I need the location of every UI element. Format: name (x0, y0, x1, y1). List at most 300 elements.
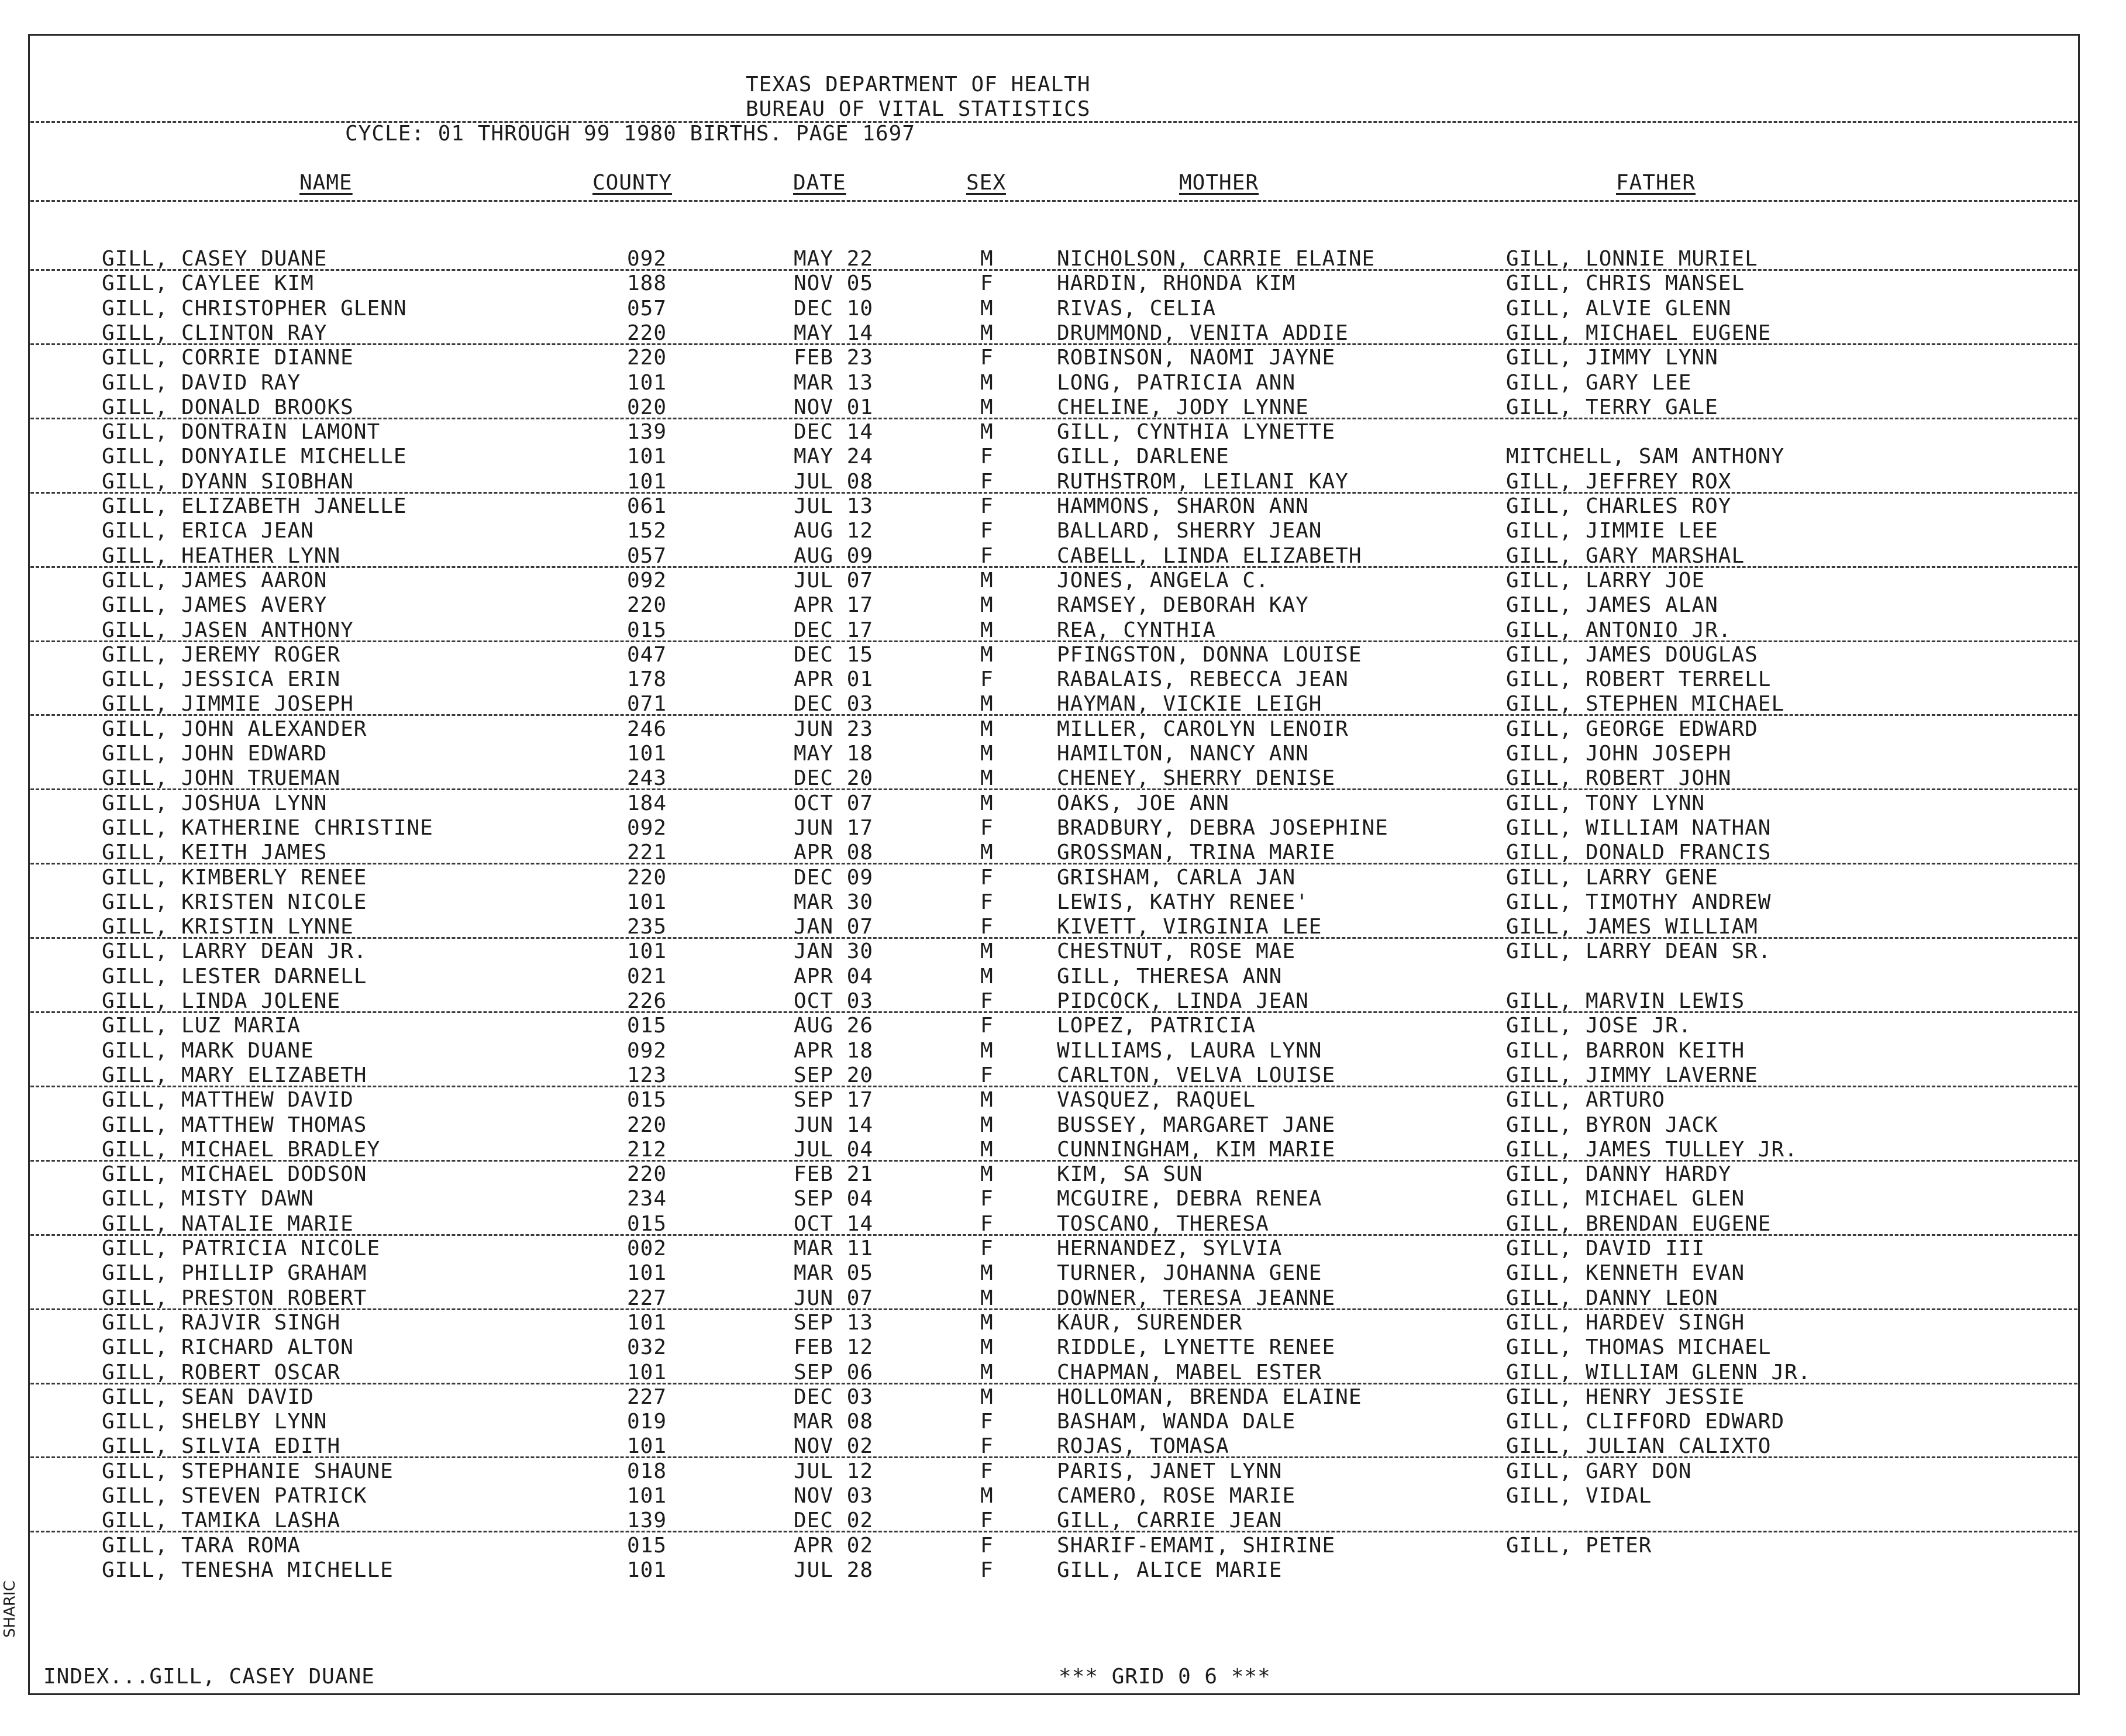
cell-mother: GILL, CYNTHIA LYNETTE (1057, 420, 1336, 444)
cell-father: GILL, LONNIE MURIEL (1506, 247, 1758, 271)
cell-date: APR 08 (794, 841, 874, 864)
cell-mother: KAUR, SURENDER (1057, 1311, 1243, 1335)
cell-date: DEC 09 (794, 866, 874, 890)
cell-mother: RIVAS, CELIA (1057, 297, 1217, 321)
cell-mother: VASQUEZ, RAQUEL (1057, 1088, 1256, 1112)
cell-father: GILL, WILLIAM NATHAN (1506, 816, 1772, 840)
table-row (0, 1236, 2126, 1261)
cell-sex: M (980, 1385, 994, 1409)
table-row (0, 890, 2126, 915)
cell-mother: KIVETT, VIRGINIA LEE (1057, 915, 1322, 939)
cell-sex: F (980, 866, 994, 890)
cell-name: GILL, NATALIE MARIE (102, 1212, 354, 1236)
cell-name: GILL, LINDA JOLENE (102, 989, 341, 1013)
table-row (0, 742, 2126, 766)
cell-date: FEB 12 (794, 1335, 874, 1359)
cell-name: GILL, CHRISTOPHER GLENN (102, 297, 407, 321)
table-row (0, 915, 2126, 939)
cell-mother: PARIS, JANET LYNN (1057, 1459, 1283, 1483)
table-row (0, 1113, 2126, 1138)
cell-sex: F (980, 445, 994, 469)
cell-name: GILL, JEREMY ROGER (102, 643, 341, 667)
table-row (0, 1187, 2126, 1211)
cell-sex: F (980, 989, 994, 1013)
cell-father: GILL, GARY LEE (1506, 371, 1692, 395)
cell-father: GILL, JAMES ALAN (1506, 593, 1718, 617)
cell-county: 220 (627, 321, 667, 345)
cell-mother: GRISHAM, CARLA JAN (1057, 866, 1296, 890)
cell-father: GILL, CHARLES ROY (1506, 494, 1732, 518)
cell-county: 227 (627, 1385, 667, 1409)
cell-county: 220 (627, 593, 667, 617)
cell-sex: M (980, 618, 994, 642)
cell-father: GILL, JOHN JOSEPH (1506, 742, 1732, 766)
table-row (0, 519, 2126, 543)
cell-sex: M (980, 395, 994, 419)
cell-date: JUL 04 (794, 1138, 874, 1162)
table-row (0, 1039, 2126, 1063)
table-row (0, 1014, 2126, 1038)
cell-sex: F (980, 519, 994, 543)
cell-county: 184 (627, 791, 667, 815)
cell-father: GILL, MICHAEL GLEN (1506, 1187, 1745, 1211)
cell-date: DEC 17 (794, 618, 874, 642)
cell-sex: F (980, 1187, 994, 1211)
cell-sex: F (980, 1459, 994, 1483)
cell-name: GILL, PATRICIA NICOLE (102, 1236, 381, 1260)
cell-county: 226 (627, 989, 667, 1013)
cell-mother: DRUMMOND, VENITA ADDIE (1057, 321, 1349, 345)
column-header-county: COUNTY (592, 171, 673, 195)
cell-father: GILL, STEPHEN MICHAEL (1506, 692, 1785, 716)
cell-father: GILL, DANNY LEON (1506, 1286, 1718, 1310)
cell-county: 015 (627, 1014, 667, 1038)
cell-county: 057 (627, 544, 667, 568)
row-group-divider (30, 1383, 2077, 1384)
cell-sex: M (980, 692, 994, 716)
cell-sex: M (980, 1138, 994, 1162)
cell-county: 139 (627, 420, 667, 444)
cell-county: 101 (627, 1360, 667, 1384)
cell-date: MAR 30 (794, 890, 874, 914)
cell-sex: M (980, 321, 994, 345)
cell-county: 235 (627, 915, 667, 939)
cell-father: GILL, ROBERT TERRELL (1506, 667, 1772, 691)
row-group-divider (30, 1456, 2077, 1458)
cell-sex: F (980, 1014, 994, 1038)
cell-mother: HOLLOMAN, BRENDA ELAINE (1057, 1385, 1362, 1409)
cell-sex: M (980, 717, 994, 741)
cell-date: MAR 11 (794, 1236, 874, 1260)
cell-date: MAY 14 (794, 321, 874, 345)
cell-father: GILL, JOSE JR. (1506, 1014, 1692, 1038)
cell-sex: F (980, 1410, 994, 1434)
cell-mother: RIDDLE, LYNETTE RENEE (1057, 1335, 1336, 1359)
cell-date: APR 17 (794, 593, 874, 617)
cell-mother: TOSCANO, THERESA (1057, 1212, 1269, 1236)
cell-sex: M (980, 766, 994, 790)
cell-county: 220 (627, 1113, 667, 1137)
table-row (0, 816, 2126, 841)
row-group-divider (30, 269, 2077, 271)
cell-sex: F (980, 1558, 994, 1582)
row-group-divider (30, 1011, 2077, 1013)
cell-county: 101 (627, 1311, 667, 1335)
cell-name: GILL, SEAN DAVID (102, 1385, 314, 1409)
column-header-father: FATHER (1616, 171, 1696, 195)
cell-sex: M (980, 1360, 994, 1384)
cell-mother: PIDCOCK, LINDA JEAN (1057, 989, 1309, 1013)
table-row (0, 1063, 2126, 1088)
table-row (0, 643, 2126, 667)
cell-mother: CUNNINGHAM, KIM MARIE (1057, 1138, 1336, 1162)
cell-county: 220 (627, 866, 667, 890)
cell-mother: GROSSMAN, TRINA MARIE (1057, 841, 1336, 864)
cell-sex: M (980, 371, 994, 395)
cell-mother: CHENEY, SHERRY DENISE (1057, 766, 1336, 790)
cell-sex: F (980, 816, 994, 840)
cell-father: GILL, JEFFREY ROX (1506, 470, 1732, 494)
cell-county: 020 (627, 395, 667, 419)
table-row (0, 1508, 2126, 1533)
cell-name: GILL, JAMES AVERY (102, 593, 328, 617)
table-row (0, 544, 2126, 569)
cell-date: FEB 23 (794, 346, 874, 370)
table-row (0, 667, 2126, 692)
cell-date: MAR 13 (794, 371, 874, 395)
cell-name: GILL, DYANN SIOBHAN (102, 470, 354, 494)
column-header-name: NAME (299, 171, 353, 195)
cell-date: APR 04 (794, 965, 874, 988)
cell-county: 139 (627, 1508, 667, 1532)
cell-mother: LONG, PATRICIA ANN (1057, 371, 1296, 395)
cell-date: DEC 03 (794, 692, 874, 716)
cell-name: GILL, JAMES AARON (102, 569, 328, 593)
cell-sex: M (980, 742, 994, 766)
cell-date: DEC 10 (794, 297, 874, 321)
cell-mother: CHELINE, JODY LYNNE (1057, 395, 1309, 419)
cell-name: GILL, CASEY DUANE (102, 247, 328, 271)
cell-county: 212 (627, 1138, 667, 1162)
cell-father: GILL, JAMES DOUGLAS (1506, 643, 1758, 667)
cell-county: 101 (627, 939, 667, 963)
cell-name: GILL, KATHERINE CHRISTINE (102, 816, 433, 840)
cell-date: APR 02 (794, 1534, 874, 1558)
cell-sex: M (980, 569, 994, 593)
cell-father: GILL, CLIFFORD EDWARD (1506, 1410, 1785, 1434)
table-row (0, 321, 2126, 346)
cell-mother: REA, CYNTHIA (1057, 618, 1217, 642)
table-row (0, 395, 2126, 420)
cell-name: GILL, DONALD BROOKS (102, 395, 354, 419)
cell-mother: TURNER, JOHANNA GENE (1057, 1261, 1322, 1285)
cell-name: GILL, JOHN ALEXANDER (102, 717, 367, 741)
cell-sex: F (980, 1063, 994, 1087)
table-row (0, 346, 2126, 370)
cell-mother: GILL, THERESA ANN (1057, 965, 1283, 988)
cell-mother: OAKS, JOE ANN (1057, 791, 1229, 815)
cell-sex: M (980, 1484, 994, 1508)
cell-county: 221 (627, 841, 667, 864)
cell-county: 220 (627, 346, 667, 370)
cell-county: 101 (627, 1261, 667, 1285)
cell-county: 101 (627, 371, 667, 395)
cell-county: 092 (627, 247, 667, 271)
cell-name: GILL, RICHARD ALTON (102, 1335, 354, 1359)
cell-sex: F (980, 346, 994, 370)
cell-county: 057 (627, 297, 667, 321)
footer-index: INDEX...GILL, CASEY DUANE (43, 1665, 375, 1689)
cell-sex: F (980, 1534, 994, 1558)
cell-name: GILL, JIMMIE JOSEPH (102, 692, 354, 716)
cell-mother: RAMSEY, DEBORAH KAY (1057, 593, 1309, 617)
cell-date: JUN 07 (794, 1286, 874, 1310)
cell-father: GILL, GEORGE EDWARD (1506, 717, 1758, 741)
cell-date: JUL 28 (794, 1558, 874, 1582)
cell-date: APR 18 (794, 1039, 874, 1063)
cell-sex: F (980, 667, 994, 691)
cell-mother: MILLER, CAROLYN LENOIR (1057, 717, 1349, 741)
table-row (0, 494, 2126, 519)
row-group-divider (30, 492, 2077, 494)
cell-date: JUN 14 (794, 1113, 874, 1137)
row-group-divider (30, 1308, 2077, 1310)
cell-mother: HARDIN, RHONDA KIM (1057, 271, 1296, 295)
table-row (0, 766, 2126, 791)
cell-name: GILL, JASEN ANTHONY (102, 618, 354, 642)
table-row (0, 593, 2126, 618)
cell-name: GILL, MATTHEW DAVID (102, 1088, 354, 1112)
cell-father: GILL, LARRY DEAN SR. (1506, 939, 1772, 963)
cell-name: GILL, MICHAEL BRADLEY (102, 1138, 381, 1162)
cell-mother: HAMMONS, SHARON ANN (1057, 494, 1309, 518)
cell-county: 092 (627, 816, 667, 840)
cell-name: GILL, TENESHA MICHELLE (102, 1558, 394, 1582)
cell-mother: SHARIF-EMAMI, SHIRINE (1057, 1534, 1336, 1558)
cell-sex: M (980, 1088, 994, 1112)
row-group-divider (30, 863, 2077, 864)
cell-date: MAY 24 (794, 445, 874, 469)
cell-name: GILL, DONTRAIN LAMONT (102, 420, 381, 444)
cell-name: GILL, DONYAILE MICHELLE (102, 445, 407, 469)
cell-father: GILL, PETER (1506, 1534, 1652, 1558)
cell-sex: M (980, 247, 994, 271)
cell-date: NOV 02 (794, 1434, 874, 1458)
cell-date: JUL 08 (794, 470, 874, 494)
column-header-sex: SEX (966, 171, 1007, 195)
cell-sex: F (980, 544, 994, 568)
table-row (0, 1212, 2126, 1236)
table-row (0, 371, 2126, 395)
cell-county: 092 (627, 1039, 667, 1063)
cell-sex: F (980, 1434, 994, 1458)
cell-county: 018 (627, 1459, 667, 1483)
row-group-divider (30, 937, 2077, 939)
cell-mother: CHESTNUT, ROSE MAE (1057, 939, 1296, 963)
table-row (0, 1162, 2126, 1187)
cell-date: JUL 07 (794, 569, 874, 593)
table-row (0, 1385, 2126, 1410)
cell-sex: M (980, 939, 994, 963)
cell-county: 015 (627, 1534, 667, 1558)
cell-date: JUL 12 (794, 1459, 874, 1483)
table-row (0, 470, 2126, 494)
cell-mother: HERNANDEZ, SYLVIA (1057, 1236, 1283, 1260)
cell-date: JAN 07 (794, 915, 874, 939)
column-header-mother: MOTHER (1179, 171, 1259, 195)
cell-name: GILL, MARK DUANE (102, 1039, 314, 1063)
table-row (0, 445, 2126, 469)
table-row (0, 1261, 2126, 1286)
cell-name: GILL, STEPHANIE SHAUNE (102, 1459, 394, 1483)
cell-sex: F (980, 271, 994, 295)
cell-father: GILL, BRENDAN EUGENE (1506, 1212, 1772, 1236)
row-group-divider (30, 1086, 2077, 1087)
cell-father: GILL, LARRY JOE (1506, 569, 1705, 593)
header-line-1: TEXAS DEPARTMENT OF HEALTH (746, 73, 1091, 97)
cell-father: GILL, BYRON JACK (1506, 1113, 1718, 1137)
cell-county: 047 (627, 643, 667, 667)
cell-name: GILL, LARRY DEAN JR. (102, 939, 367, 963)
cell-name: GILL, ROBERT OSCAR (102, 1360, 341, 1384)
cell-date: AUG 26 (794, 1014, 874, 1038)
cell-father: GILL, JAMES WILLIAM (1506, 915, 1758, 939)
cell-date: MAR 05 (794, 1261, 874, 1285)
cell-name: GILL, LUZ MARIA (102, 1014, 301, 1038)
cell-mother: BALLARD, SHERRY JEAN (1057, 519, 1322, 543)
cell-mother: CARLTON, VELVA LOUISE (1057, 1063, 1336, 1087)
cell-mother: HAYMAN, VICKIE LEIGH (1057, 692, 1322, 716)
cell-name: GILL, KIMBERLY RENEE (102, 866, 367, 890)
table-row (0, 297, 2126, 321)
cell-name: GILL, KEITH JAMES (102, 841, 328, 864)
table-row (0, 866, 2126, 890)
cell-date: MAR 08 (794, 1410, 874, 1434)
cell-date: SEP 04 (794, 1187, 874, 1211)
cell-county: 032 (627, 1335, 667, 1359)
cell-name: GILL, MARY ELIZABETH (102, 1063, 367, 1087)
cell-father: GILL, JAMES TULLEY JR. (1506, 1138, 1798, 1162)
cell-county: 021 (627, 965, 667, 988)
cell-date: DEC 02 (794, 1508, 874, 1532)
cell-mother: LOPEZ, PATRICIA (1057, 1014, 1256, 1038)
cell-county: 234 (627, 1187, 667, 1211)
cell-county: 002 (627, 1236, 667, 1260)
cell-county: 101 (627, 1434, 667, 1458)
cell-date: FEB 21 (794, 1162, 874, 1186)
cell-date: JUL 13 (794, 494, 874, 518)
cell-father: GILL, MICHAEL EUGENE (1506, 321, 1772, 345)
cell-county: 092 (627, 569, 667, 593)
cell-name: GILL, HEATHER LYNN (102, 544, 341, 568)
cell-county: 101 (627, 445, 667, 469)
cell-county: 123 (627, 1063, 667, 1087)
cell-name: GILL, ERICA JEAN (102, 519, 314, 543)
cell-father: MITCHELL, SAM ANTHONY (1506, 445, 1785, 469)
cell-sex: F (980, 1508, 994, 1532)
cell-date: SEP 20 (794, 1063, 874, 1087)
cell-county: 101 (627, 1558, 667, 1582)
cell-date: NOV 01 (794, 395, 874, 419)
cell-county: 101 (627, 470, 667, 494)
cell-mother: GILL, DARLENE (1057, 445, 1229, 469)
cell-mother: ROJAS, TOMASA (1057, 1434, 1229, 1458)
cell-sex: M (980, 1113, 994, 1137)
cell-mother: KIM, SA SUN (1057, 1162, 1203, 1186)
table-row (0, 271, 2126, 296)
cell-county: 101 (627, 742, 667, 766)
table-row (0, 1088, 2126, 1112)
cell-county: 227 (627, 1286, 667, 1310)
cell-name: GILL, JOSHUA LYNN (102, 791, 328, 815)
row-group-divider (30, 343, 2077, 345)
cell-father: GILL, HENRY JESSIE (1506, 1385, 1745, 1409)
cell-name: GILL, CAYLEE KIM (102, 271, 314, 295)
table-row (0, 1311, 2126, 1335)
cell-date: DEC 20 (794, 766, 874, 790)
cell-name: GILL, CORRIE DIANNE (102, 346, 354, 370)
cell-mother: BASHAM, WANDA DALE (1057, 1410, 1296, 1434)
cell-county: 243 (627, 766, 667, 790)
cell-father: GILL, ARTURO (1506, 1088, 1666, 1112)
cell-father: GILL, DANNY HARDY (1506, 1162, 1732, 1186)
cell-county: 101 (627, 1484, 667, 1508)
cell-name: GILL, MATTHEW THOMAS (102, 1113, 367, 1137)
cell-sex: M (980, 420, 994, 444)
cell-county: 188 (627, 271, 667, 295)
table-row (0, 1484, 2126, 1508)
cell-father: GILL, KENNETH EVAN (1506, 1261, 1745, 1285)
cell-county: 015 (627, 618, 667, 642)
row-group-divider (30, 788, 2077, 790)
cell-father: GILL, ALVIE GLENN (1506, 297, 1732, 321)
cell-mother: BRADBURY, DEBRA JOSEPHINE (1057, 816, 1388, 840)
cell-name: GILL, TARA ROMA (102, 1534, 301, 1558)
cell-county: 061 (627, 494, 667, 518)
table-row (0, 1558, 2126, 1583)
row-group-divider (30, 566, 2077, 568)
table-row (0, 1335, 2126, 1360)
cell-date: JUN 23 (794, 717, 874, 741)
row-group-divider (30, 1531, 2077, 1532)
cell-name: GILL, PRESTON ROBERT (102, 1286, 367, 1310)
cell-date: NOV 03 (794, 1484, 874, 1508)
table-row (0, 1138, 2126, 1162)
cell-father: GILL, GARY MARSHAL (1506, 544, 1745, 568)
cell-father: GILL, JIMMY LYNN (1506, 346, 1718, 370)
cell-name: GILL, KRISTIN LYNNE (102, 915, 354, 939)
cell-father: GILL, MARVIN LEWIS (1506, 989, 1745, 1013)
cell-father: GILL, ROBERT JOHN (1506, 766, 1732, 790)
table-row (0, 939, 2126, 964)
cell-name: GILL, CLINTON RAY (102, 321, 328, 345)
cell-father: GILL, JIMMY LAVERNE (1506, 1063, 1758, 1087)
cell-father: GILL, TERRY GALE (1506, 395, 1718, 419)
table-row (0, 420, 2126, 445)
cell-mother: RUTHSTROM, LEILANI KAY (1057, 470, 1349, 494)
table-row (0, 1434, 2126, 1459)
cell-date: NOV 05 (794, 271, 874, 295)
cell-mother: CABELL, LINDA ELIZABETH (1057, 544, 1362, 568)
cell-date: DEC 03 (794, 1385, 874, 1409)
cell-county: 071 (627, 692, 667, 716)
cell-name: GILL, RAJVIR SINGH (102, 1311, 341, 1335)
row-group-divider (30, 1160, 2077, 1162)
cell-sex: F (980, 494, 994, 518)
cell-date: MAY 22 (794, 247, 874, 271)
table-row (0, 791, 2126, 816)
cell-date: AUG 12 (794, 519, 874, 543)
